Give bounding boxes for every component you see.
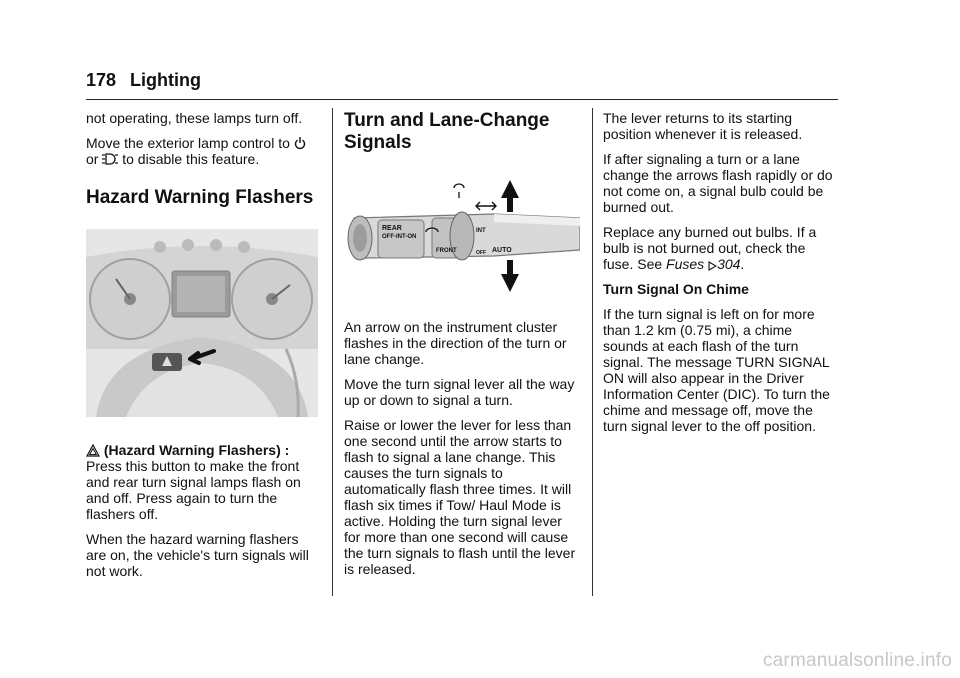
parking-lamp-icon (102, 152, 118, 166)
header-rule (86, 99, 838, 100)
column-divider (332, 108, 333, 596)
section-title: Lighting (130, 70, 202, 90)
page-reference[interactable]: 304 (717, 256, 741, 272)
fuses-link[interactable]: Fuses (666, 256, 705, 272)
paragraph: Move the turn signal lever all the way up or down to signal a turn. (344, 376, 575, 408)
column-3 (603, 110, 839, 443)
lever-label-front: FRONT (436, 248, 457, 254)
watermark: carmanualsonline.info (762, 650, 952, 671)
page-header (86, 70, 201, 91)
lever-label-auto: AUTO (492, 247, 512, 254)
lever-label-int: INT (476, 228, 486, 234)
column-divider (592, 108, 593, 596)
paragraph: The lever returns to its starting position whenever it is released. (603, 110, 803, 142)
hazard-description: (Hazard Warning Flashers) : Press this button to make the front and rear turn signal lamps flash on and off. Press again to turn the flashers off. (86, 442, 301, 522)
hazard-title: (Hazard Warning Flashers) : (103, 442, 290, 458)
dashboard-image (86, 229, 318, 420)
paragraph: not operating, these lamps turn off. (86, 110, 303, 126)
paragraph: When the hazard warning flashers are on, the vehicle's turn signals will not work. (86, 531, 309, 579)
paragraph: An arrow on the instrument cluster flashes in the direction of the turn or lane change. (344, 319, 567, 367)
column-2 (344, 110, 580, 586)
paragraph-fuse-reference: Replace any burned out bulbs. If a bulb is not burned out, check the fuse. See Fuses 304. (603, 224, 817, 272)
lever-label-off: OFF (476, 250, 486, 256)
section-heading-turn-signals: Turn and Lane-Change Signals (344, 110, 550, 153)
turn-signal-lever-image (344, 174, 580, 297)
paragraph-lamp-control: Move the exterior lamp control to or to disable this feature. (86, 135, 318, 167)
section-heading-hazard: Hazard Warning Flashers (86, 187, 314, 208)
paragraph: If the turn signal is left on for more than 1.2 km (0.75 mi), a chime sounds at each flash of the turn signal. The message TURN SIGNAL ON will also appear in the Driver Information Center (DIC). To turn the chime and message off, move the turn signal lever to the off position. (603, 306, 830, 434)
page-reference-icon (708, 261, 717, 271)
subheading-chime: Turn Signal On Chime (603, 281, 749, 297)
paragraph: If after signaling a turn or a lane change the arrows flash rapidly or do not come on, a signal bulb could be burned out. (603, 151, 833, 215)
hazard-triangle-icon (86, 444, 100, 457)
instrument-panel-illustration (86, 229, 318, 417)
lever-label-offint: OFF-INT-ON (382, 234, 417, 240)
lever-label-rear: REAR (382, 225, 402, 232)
column-1 (86, 110, 318, 588)
paragraph: Raise or lower the lever for less than one second until the arrow starts to flash to signal a lane change. This causes the turn signals to automatically flash three times. It will flash six times if Tow/ Haul Mode is active. Holding the turn signal lever for more than one second will cause the turn signals to flash until the lever is released. (344, 417, 576, 577)
off-symbol-icon (294, 136, 306, 150)
lever-illustration (344, 174, 580, 294)
page-number: 178 (86, 70, 117, 90)
